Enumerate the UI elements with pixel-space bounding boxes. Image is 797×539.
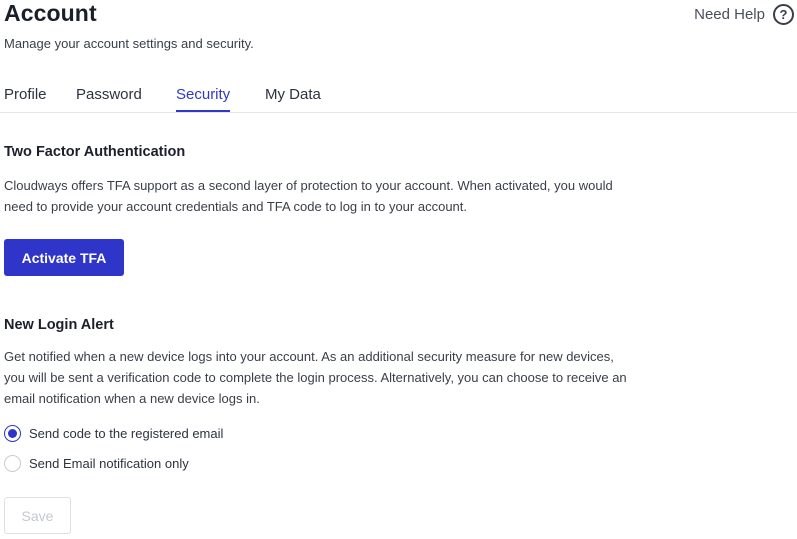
radio-send-code-option[interactable] bbox=[4, 425, 223, 442]
page-title: Account bbox=[4, 0, 97, 26]
radio-email-notification-label: Send Email notification only bbox=[29, 456, 189, 471]
question-circle-icon[interactable]: ? bbox=[773, 4, 794, 25]
tab-security[interactable]: Security bbox=[176, 86, 230, 112]
tab-my-data[interactable]: My Data bbox=[265, 86, 321, 103]
tab-profile[interactable]: Profile bbox=[4, 86, 47, 103]
login-alert-heading: New Login Alert bbox=[4, 317, 114, 333]
radio-email-notification[interactable] bbox=[4, 455, 21, 472]
login-alert-description: Get notified when a new device logs into your account. As an additional security measure for new devices, you will be sent a verification code to complete the login process. Alternatively, you can choose to receive an email notification when a new device logs in. bbox=[4, 349, 627, 406]
tab-password[interactable]: Password bbox=[76, 86, 142, 103]
tfa-description: Cloudways offers TFA support as a second layer of protection to your account. When activated, you would need to provide your account credentials and TFA code to log in to your account. bbox=[4, 178, 613, 214]
need-help-link[interactable] bbox=[694, 4, 794, 25]
activate-tfa-button[interactable]: Activate TFA bbox=[4, 239, 124, 276]
save-button[interactable]: Save bbox=[4, 497, 71, 534]
tfa-heading: Two Factor Authentication bbox=[4, 144, 186, 160]
radio-send-code[interactable] bbox=[4, 425, 21, 442]
account-tabs bbox=[0, 84, 797, 113]
need-help-label: Need Help bbox=[694, 6, 765, 23]
page-subtitle: Manage your account settings and security. bbox=[4, 36, 254, 51]
radio-send-code-label: Send code to the registered email bbox=[29, 426, 224, 441]
radio-email-notification-option[interactable] bbox=[4, 455, 189, 472]
